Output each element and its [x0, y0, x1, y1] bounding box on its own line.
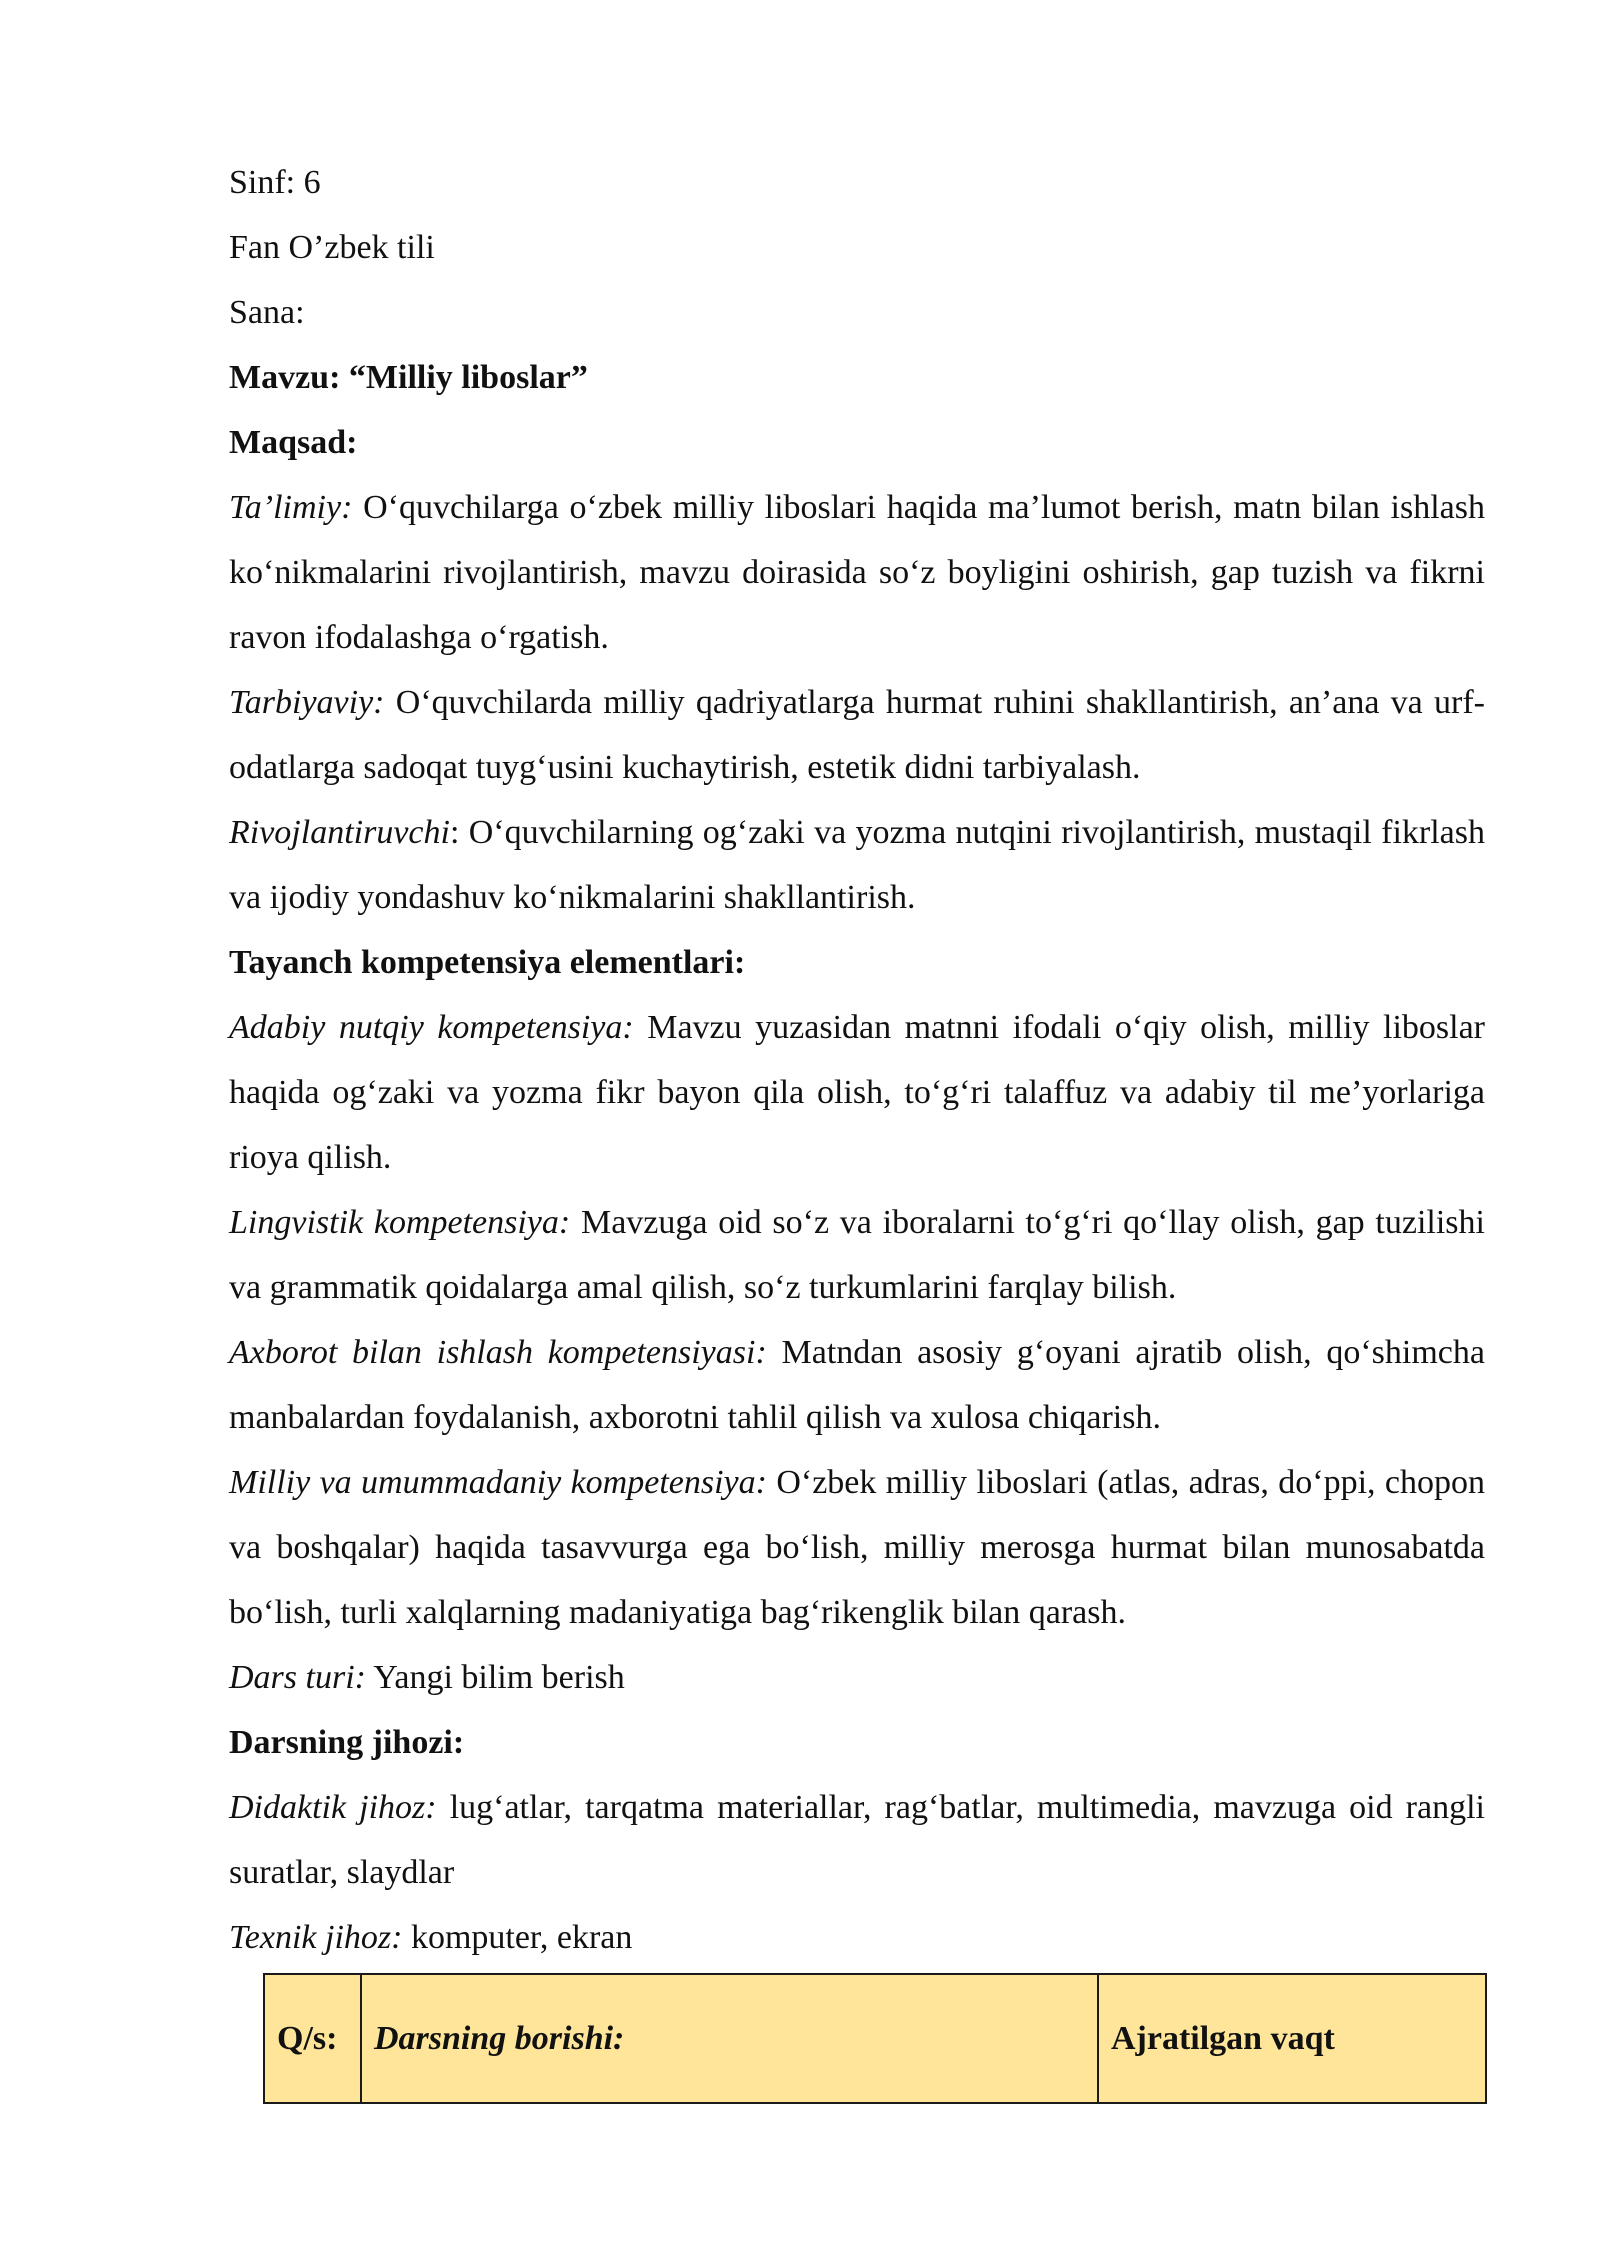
table-header-allotted-time: Ajratilgan vaqt	[1098, 1974, 1486, 2103]
table-header-number: Q/s:	[264, 1974, 361, 2103]
competency-label: Lingvistik kompetensiya:	[229, 1204, 571, 1241]
competencies-heading: Tayanch kompetensiya elementlari:	[229, 944, 746, 981]
goal-label: Tarbiyaviy:	[229, 684, 385, 721]
competency-text: Mavzuga oid so‘z va iboralarni to‘g‘ri qo‘llay olish, gap tuzilishi va grammatik qoidalarga amal qilish, so‘z turkumlarini farqlay bilish.	[229, 1204, 1485, 1306]
lesson-type-label: Dars turi:	[229, 1659, 366, 1696]
equipment-heading: Darsning jihozi:	[229, 1724, 465, 1761]
competency-text: Mavzu yuzasidan matnni ifodali o‘qiy olish, milliy liboslar haqida og‘zaki va yozma fikr bayon qila olish, to‘g‘ri talaffuz va adabiy til me’yorlariga rioya qilish.	[229, 1009, 1486, 1176]
table-header-row	[264, 1974, 1486, 2103]
equipment-didactic	[229, 1775, 1485, 1905]
equipment-technical	[229, 1905, 1485, 1970]
competency-label: Milliy va umummadaniy kompetensiya:	[229, 1464, 767, 1501]
goal-developmental	[229, 800, 1485, 930]
equipment-label: Texnik jihoz:	[229, 1919, 403, 1956]
date-line: Sana:	[229, 294, 305, 331]
competency-text: Matndan asosiy g‘oyani ajratib olish, qo‘shimcha manbalardan foydalanish, axborotni tahlil qilish va xulosa chiqarish.	[229, 1334, 1485, 1436]
competency-linguistic	[229, 1190, 1485, 1320]
competency-cultural	[229, 1450, 1485, 1645]
competency-literary-speech	[229, 995, 1485, 1190]
goal-upbringing	[229, 670, 1485, 800]
goal-educational	[229, 475, 1485, 670]
goal-label: Ta’limiy:	[229, 489, 353, 526]
topic-line: Mavzu: “Milliy liboslar”	[229, 359, 588, 396]
goal-text: O‘quvchilarda milliy qadriyatlarga hurmat ruhini shakllantirish, an’ana va urf-odatlarga sadoqat tuyg‘usini kuchaytirish, estetik didni tarbiyalash.	[229, 684, 1485, 786]
equipment-label: Didaktik jihoz:	[229, 1789, 437, 1826]
competency-label: Adabiy nutqiy kompetensiya:	[229, 1009, 634, 1046]
goal-text: : O‘quvchilarning og‘zaki va yozma nutqini rivojlantirish, mustaqil fikrlash va ijodiy yondashuv ko‘nikmalarini shakllantirish.	[229, 814, 1485, 916]
goal-text: O‘quvchilarga o‘zbek milliy liboslari haqida ma’lumot berish, matn bilan ishlash ko‘nikmalarini rivojlantirish, mavzu doirasida so‘z boyligini oshirish, gap tuzish va fikrni ravon ifodalashga o‘rgatish.	[229, 489, 1485, 656]
lesson-plan-page	[229, 150, 1485, 1970]
goal-heading: Maqsad:	[229, 424, 358, 461]
goal-label: Rivojlantiruvchi	[229, 814, 450, 851]
competency-label: Axborot bilan ishlash kompetensiyasi:	[229, 1334, 767, 1371]
competency-text: O‘zbek milliy liboslari (atlas, adras, do‘ppi, chopon va boshqalar) haqida tasavvurga ega bo‘lish, milliy merosga hurmat bilan munosabatda bo‘lish, turli xalqlarning madaniyatiga bag‘rikenglik bilan qarash.	[229, 1464, 1485, 1631]
table-header-lesson-flow: Darsning borishi:	[361, 1974, 1098, 2103]
lesson-type-text: Yangi bilim berish	[365, 1659, 625, 1696]
equipment-text: komputer, ekran	[402, 1919, 633, 1956]
lesson-type-line	[229, 1645, 1485, 1710]
equipment-text: lug‘atlar, tarqatma materiallar, rag‘batlar, multimedia, mavzuga oid rangli suratlar, slaydlar	[229, 1789, 1485, 1891]
competency-information	[229, 1320, 1485, 1450]
lesson-flow-table	[263, 1973, 1487, 2104]
grade-line: Sinf: 6	[229, 164, 321, 201]
subject-line: Fan O’zbek tili	[229, 229, 435, 266]
